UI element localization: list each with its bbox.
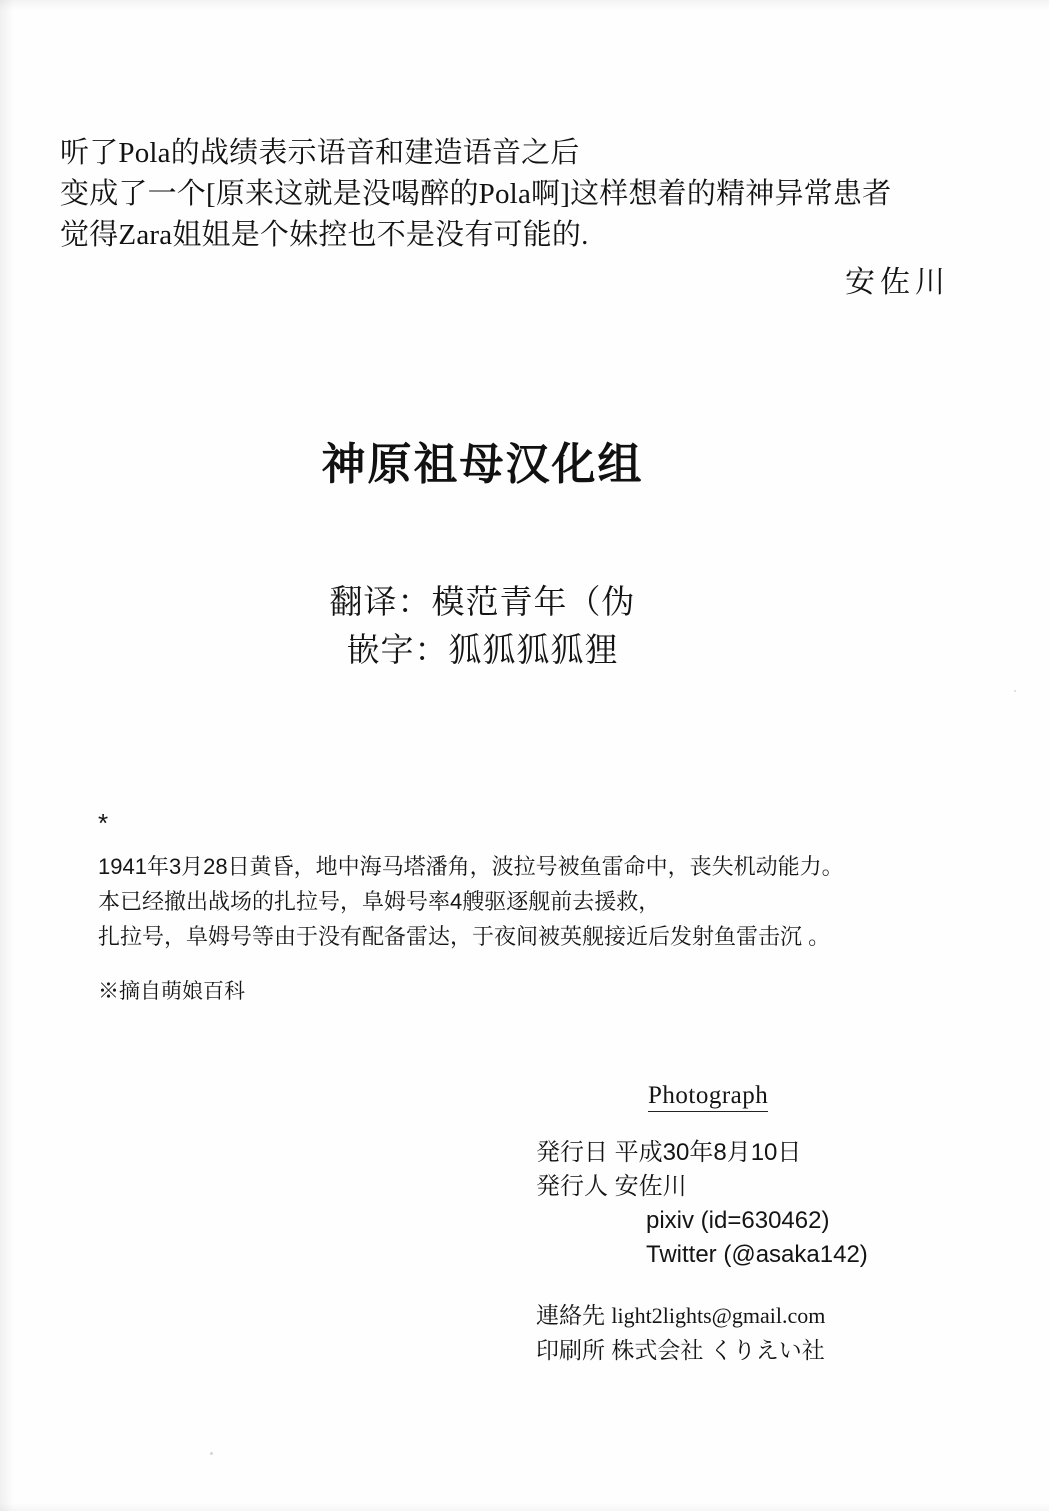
colophon-twitter: Twitter (@asaka142) — [646, 1241, 868, 1268]
colophon-publish-date-row — [536, 1136, 970, 1170]
author-note-line: 觉得Zara姐姐是个妹控也不是没有可能的. — [60, 219, 589, 251]
author-note-line: 变成了一个[原来这就是没喝醉的Pola啊]这样想着的精神异常患者 — [60, 178, 892, 210]
scanlation-group-name: 神原祖母汉化组 — [321, 440, 644, 489]
footnote-body — [98, 849, 998, 954]
colophon-publisher-value: 安佐川 — [614, 1173, 687, 1200]
colophon-publisher-row — [536, 1170, 970, 1204]
footnote-marker: * — [98, 808, 109, 838]
footnote-source: ※摘自萌娘百科 — [98, 980, 245, 1003]
colophon-contact-email: light2lights@gmail.com — [611, 1303, 826, 1328]
colophon-contact-label: 連絡先 — [536, 1302, 605, 1328]
colophon-printer-label: 印刷所 — [536, 1337, 605, 1363]
author-signature: 安佐川 — [845, 266, 950, 299]
colophon-publication-info — [520, 1136, 970, 1272]
colophon-publish-date-label: 発行日 — [536, 1139, 608, 1166]
credit-translator: 翻译：模范青年（伪 — [329, 583, 636, 620]
paper-speck — [210, 1452, 213, 1455]
author-note-line: 听了Pola的战绩表示语音和建造语音之后 — [60, 137, 580, 169]
colophon-publisher-label: 発行人 — [536, 1173, 608, 1200]
page-edge-shadow-left — [0, 0, 14, 1511]
colophon-printer-value: 株式会社 くりえい社 — [611, 1337, 825, 1363]
colophon-contact-info — [520, 1298, 970, 1367]
author-note — [60, 133, 1000, 256]
paper-speck — [1014, 690, 1016, 692]
colophon-publish-date-value: 平成30年8月10日 — [614, 1139, 802, 1166]
colophon-pixiv: pixiv (id=630462) — [646, 1207, 830, 1234]
footnote-line: 本已经撤出战场的扎拉号，阜姆号率4艘驱逐舰前去援救， — [98, 889, 661, 914]
colophon — [520, 1082, 970, 1367]
footnote-line: 扎拉号，阜姆号等由于没有配备雷达，于夜间被英舰接近后发射鱼雷击沉 。 — [98, 924, 831, 949]
credit-typesetter: 嵌字：狐狐狐狐狸 — [346, 631, 619, 668]
footnote-line: 1941年3月28日黄昏，地中海马塔潘角，波拉号被鱼雷命中，丧失机动能力。 — [98, 854, 844, 879]
colophon-title: Photograph — [648, 1082, 768, 1112]
scanlation-credits — [0, 578, 1007, 674]
colophon-contact-row — [536, 1298, 970, 1333]
page-edge-shadow-top — [0, 0, 1049, 10]
colophon-printer-row — [536, 1333, 970, 1367]
page-edge-shadow-bottom — [0, 1503, 1049, 1511]
